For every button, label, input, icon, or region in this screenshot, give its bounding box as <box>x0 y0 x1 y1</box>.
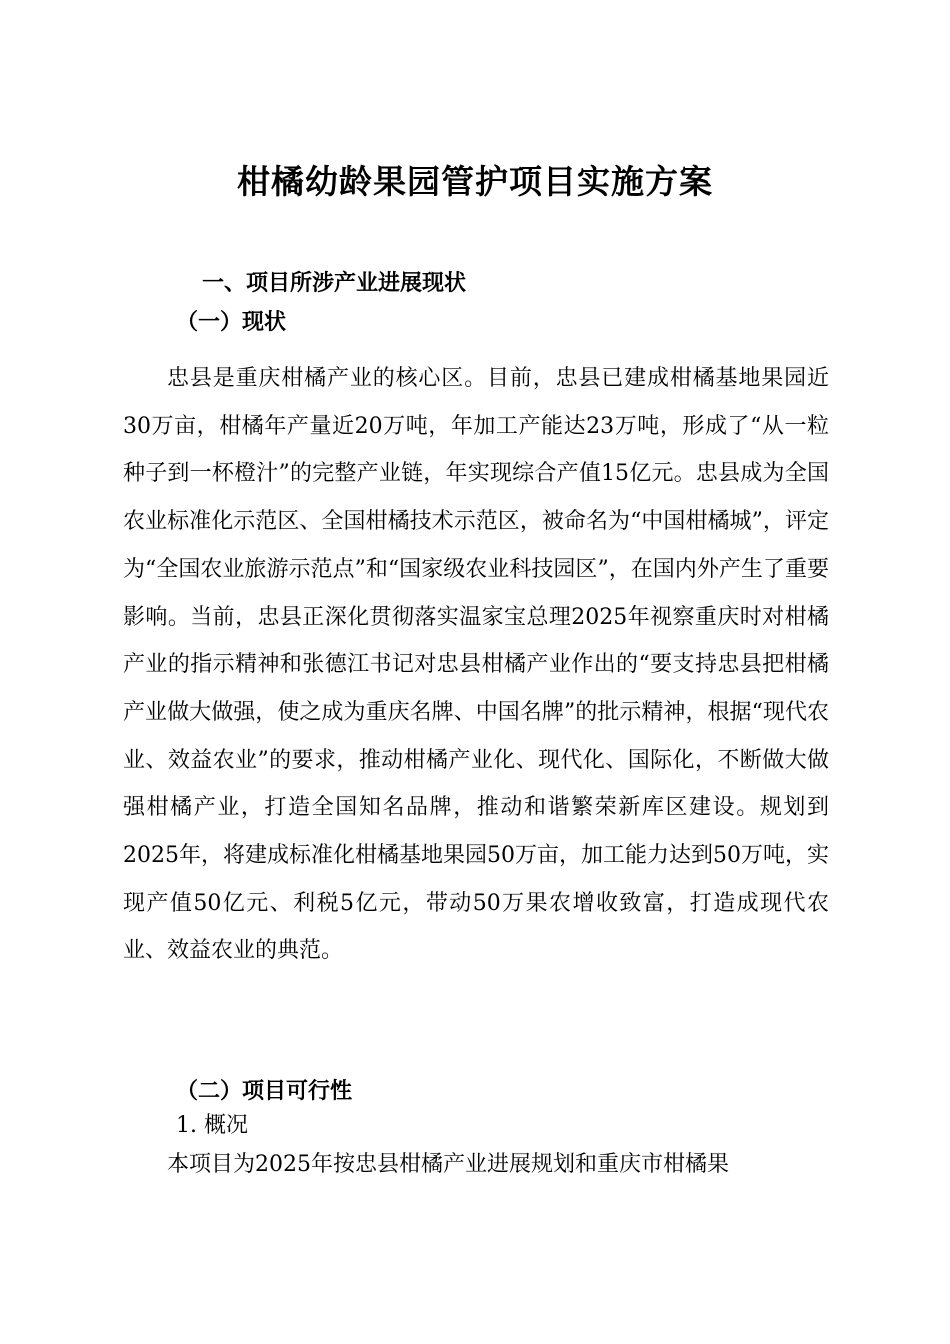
subsection-heading-status: （一）现状 <box>176 310 287 335</box>
item-overview-label: 1. 概况 <box>176 1113 248 1138</box>
paragraph-overview: 本项目为2025年按忠县柑橘产业进展规划和重庆市柑橘果 <box>167 1152 729 1177</box>
section-heading-1: 一、项目所涉产业进展现状 <box>202 271 467 296</box>
subsection-heading-feasibility: （二）项目可行性 <box>176 1079 353 1104</box>
document-title: 柑橘幼龄果园管护项目实施方案 <box>237 162 713 201</box>
paragraph-status: 忠县是重庆柑橘产业的核心区。目前，忠县已建成柑橘基地果园近30万亩，柑橘年产量近20万吨，年加工产能达23万吨，形成了“从一粒种子到一杯橙汁”的完整产业链，年实现综合产值15亿元。忠县成为全国农业标准化示范区、全国柑橘技术示范区，被命名为“中国柑橘城”，评定为“全国农业旅游示范点”和“国家级农业科技园区”，在国内外产生了重要影响。当前，忠县正深化贯彻落实温家宝总理2025年视察重庆时对柑橘产业的指示精神和张德江书记对忠县柑橘产业作出的“要支持忠县把柑橘产业做大做强，使之成为重庆名牌、中国名牌”的批示精神，根据“现代农业、效益农业”的要求，推动柑橘产业化、现代化、国际化，不断做大做强柑橘产业，打造全国知名品牌，推动和谐繁荣新库区建设。规划到2025年，将建成标准化柑橘基地果园50万亩，加工能力达到50万吨，实现产值50亿元、利税5亿元，带动50万果农增收致富，打造成现代农业、效益农业的典范。 <box>123 366 829 964</box>
